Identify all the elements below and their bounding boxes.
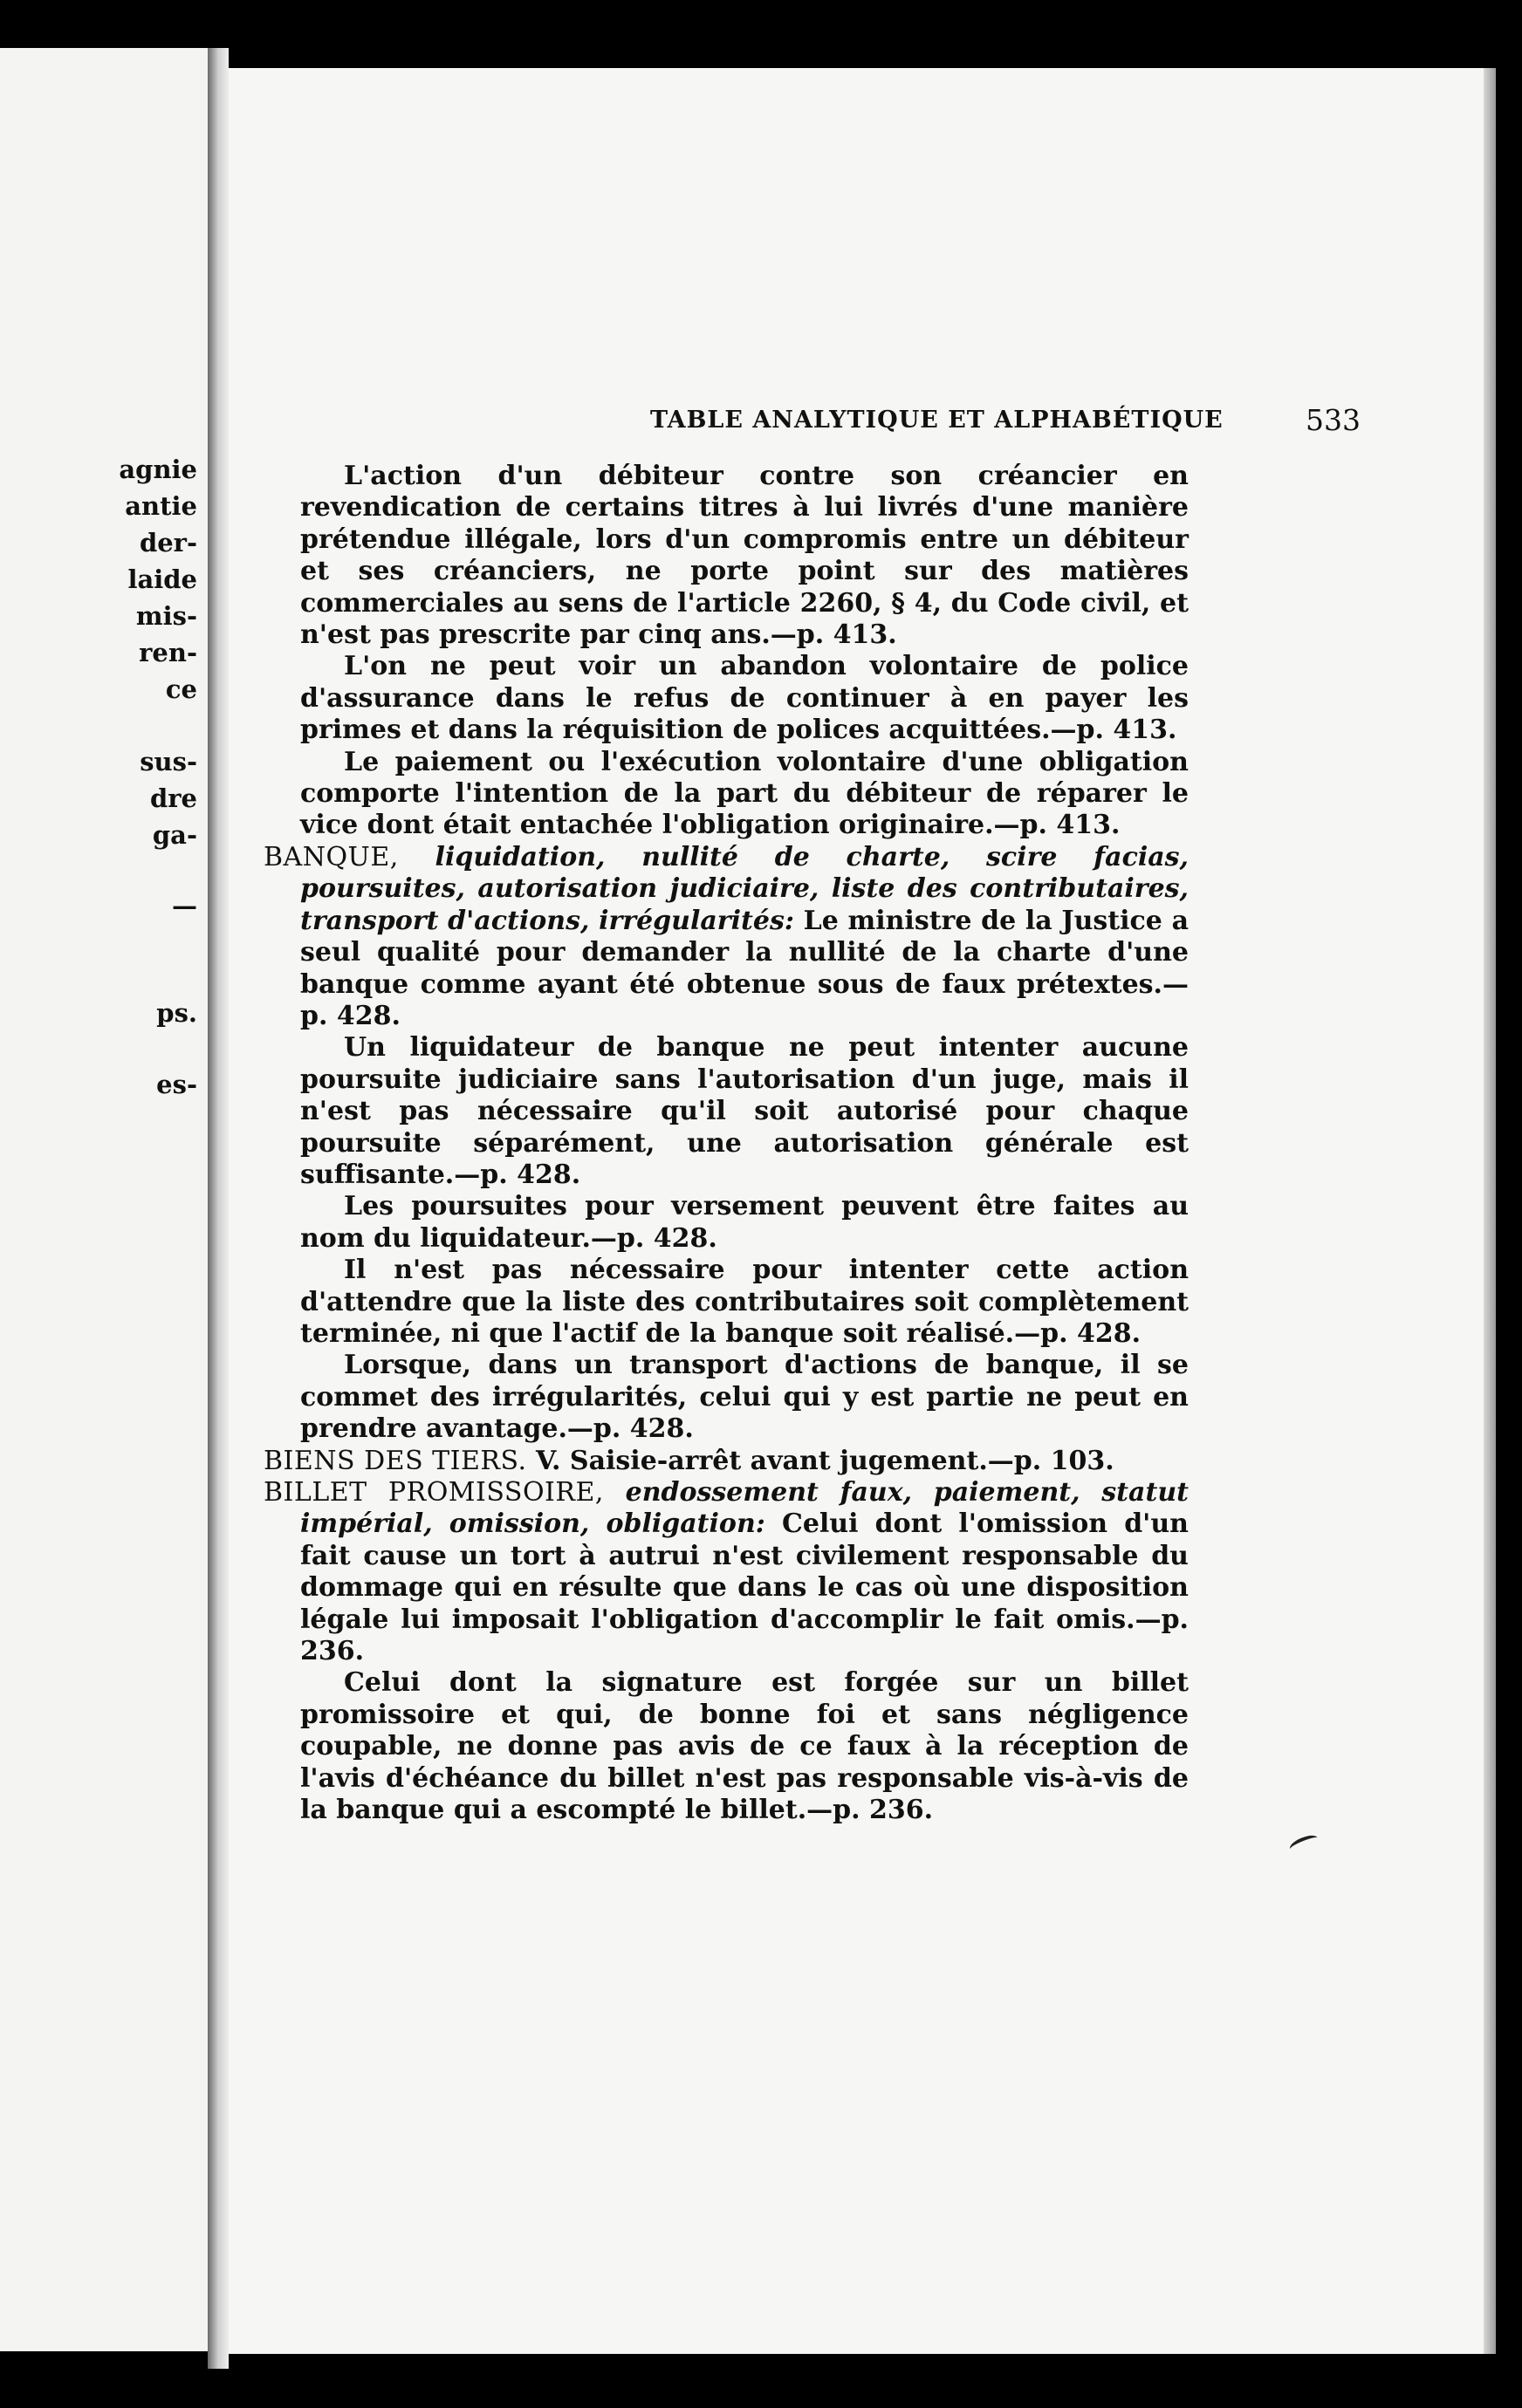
entry-text: Celui dont l'omission d'un fait cause un tort à autrui n'est civilement responsable du dommage qui en résulte que dans le cas où une disposition légale lui imposait l'obligation d'accomplir le fait omis.—p. 236. <box>300 1508 1189 1667</box>
page-edge <box>1484 68 1496 2354</box>
paragraph: Il n'est pas nécessaire pour intenter cette action d'attendre que la liste des contributaires soit complètement terminée, ni que l'actif de la banque soit réalisé.—p. 428. <box>300 1255 1189 1349</box>
entry-subtopics: endossement faux, paiement, statut impérial, omission, obligation: <box>300 1477 1189 1540</box>
left-fragment: ren- <box>139 638 197 667</box>
left-fragment: dre <box>149 783 197 813</box>
index-entry-billet <box>264 1477 1189 1667</box>
left-facing-page <box>0 48 208 2351</box>
index-entry-banque <box>264 842 1189 1032</box>
left-fragment: ga- <box>152 820 197 850</box>
left-fragment: agnie <box>119 455 197 484</box>
left-fragment: ce <box>165 674 197 704</box>
entry-subtopics: liquidation, nullité de charte, scire facias, poursuites, autorisation judiciaire, liste des contributaires, transport d'actions, irrégularités: <box>300 841 1189 936</box>
book-gutter <box>208 48 229 2369</box>
left-fragment: mis- <box>135 601 197 631</box>
left-fragment: sus- <box>140 747 197 776</box>
left-fragment: der- <box>139 528 197 558</box>
entry-keyword: BANQUE, <box>264 841 399 872</box>
pen-mark <box>1288 1832 1320 1855</box>
page-number: 533 <box>1306 403 1361 437</box>
paragraph: Le paiement ou l'exécution volontaire d'une obligation comporte l'intention de la part du débiteur de réparer le vice dont était entachée l'obligation originaire.—p. 413. <box>300 746 1189 841</box>
left-fragment: es- <box>156 1070 197 1099</box>
paragraph: L'on ne peut voir un abandon volontaire de police d'assurance dans le refus de continuer à en payer les primes et dans la réquisition de polices acquittées.—p. 413. <box>300 651 1189 746</box>
paragraph: Les poursuites pour versement peuvent être faites au nom du liquidateur.—p. 428. <box>300 1191 1189 1254</box>
page-title: TABLE ANALYTIQUE ET ALPHABÉTIQUE <box>650 407 1224 434</box>
main-page <box>229 68 1485 2354</box>
running-header <box>438 403 1361 445</box>
index-entry-biens <box>264 1446 1189 1477</box>
left-fragment: antie <box>125 491 197 521</box>
paragraph: Un liquidateur de banque ne peut intenter aucune poursuite judiciaire sans l'autorisation d'un juge, mais il n'est pas nécessaire qu'il soit autorisé pour chaque poursuite séparément, une autorisation générale est suffisante.—p. 428. <box>300 1032 1189 1190</box>
paragraph: L'action d'un débiteur contre son créancier en revendication de certains titres à lui livrés d'une manière prétendue illégale, lors d'un compromis entre un débiteur et ses créanciers, ne porte point sur des matières commerciales au sens de l'article 2260, § 4, du Code civil, et n'est pas prescrite par cinq ans.—p. 413. <box>300 461 1189 651</box>
paragraph: Lorsque, dans un transport d'actions de banque, il se commet des irrégularités, celui qui y est partie ne peut en prendre avantage.—p. 428. <box>300 1350 1189 1445</box>
entry-text: Le ministre de la Justice a seul qualité pour demander la nullité de la charte d'une banque comme ayant été obtenue sous de faux prétextes.—p. 428. <box>300 905 1189 1031</box>
left-fragment: — <box>172 891 197 920</box>
entry-keyword: BILLET PROMISSOIRE, <box>264 1477 604 1508</box>
left-fragment: ps. <box>156 998 197 1028</box>
entry-text: V. Saisie-arrêt avant jugement.—p. 103. <box>536 1445 1114 1476</box>
index-body <box>264 461 1189 1826</box>
paragraph: Celui dont la signature est forgée sur un billet promissoire et qui, de bonne foi et sans négligence coupable, ne donne pas avis de ce faux à la réception de l'avis d'échéance du billet n'est pas responsable vis-à-vis de la banque qui a escompté le billet.—p. 236. <box>300 1667 1189 1826</box>
entry-keyword: BIENS DES TIERS. <box>264 1445 527 1476</box>
left-fragment: laide <box>127 564 197 594</box>
